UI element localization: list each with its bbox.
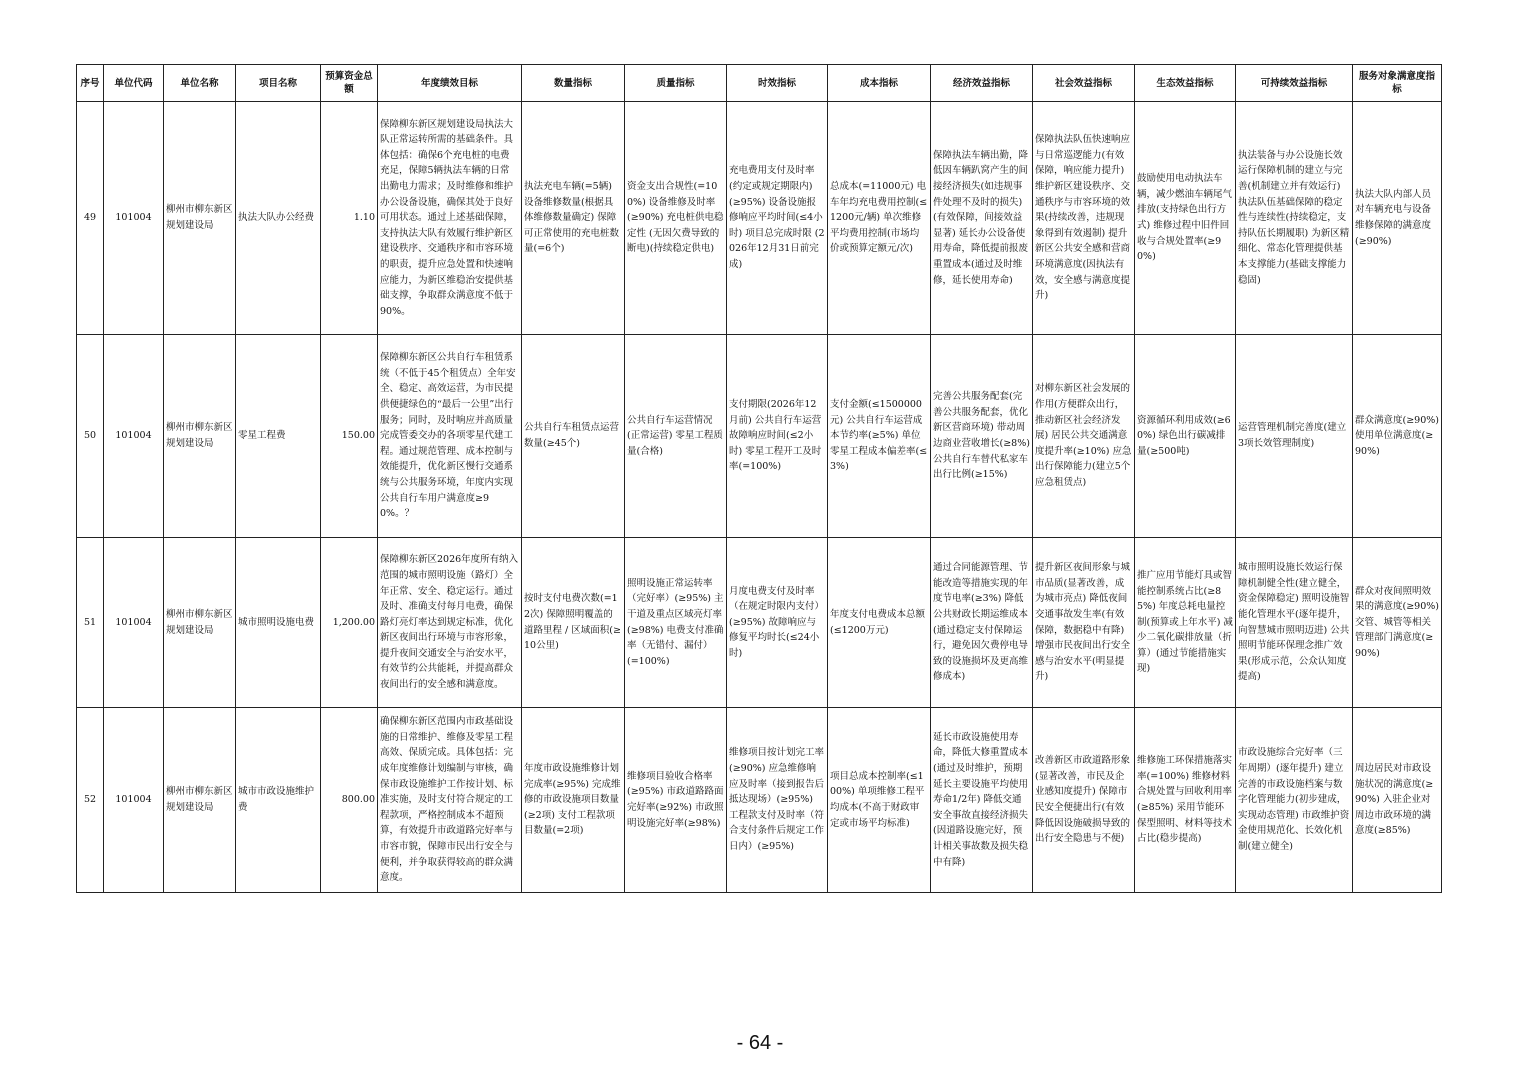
row-quantity: 公共自行车租赁点运营数量(≥45个) [522,335,625,538]
row-satisfaction: 执法大队内部人员对车辆充电与设备维修保障的满意度(≥90%) [1353,102,1442,335]
row-budget: 150.00 [321,335,378,538]
row-unit-name: 柳州市柳东新区规划建设局 [164,538,236,708]
row-sustainable: 市政设施综合完好率（三年周期）(逐年提升) 建立完善的市政设施档案与数字化管理能力(初步建成，实现动态管理) 市政维护资金使用规范化、长效化机制(建立健全) [1236,708,1353,893]
table-header-row [77,65,1442,102]
row-quantity: 年度市政设施维修计划完成率(≥95%) 完成维修的市政设施项目数量(≥2项) 支付工程款项目数量(=2项) [522,708,625,893]
row-unit-code: 101004 [104,335,164,538]
row-cost: 总成本(=11000元) 电车年均充电费用控制(≤1200元/辆) 单次维修平均费用控制(市场均价或预算定额元/次) [828,102,931,335]
row-economic: 通过合同能源管理、节能改造等措施实现的年度节电率(≥3%) 降低公共财政长期运维成本(通过稳定支付保障运行，避免因欠费停电导致的设施损坏及更高维修成本) [931,538,1033,708]
row-unit-name: 柳州市柳东新区规划建设局 [164,335,236,538]
row-annual-goal: 保障柳东新区2026年度所有纳入范围的城市照明设施（路灯）全年正常、安全、稳定运行。通过及时、准确支付每月电费，确保路灯亮灯率达到规定标准，优化新区夜间出行环境与市容形象，提升夜间交通安全与治安水平，有效节约公共能耗，并提高群众夜间出行的安全感和满意度。 [378,538,522,708]
header-cost: 成本指标 [828,65,931,102]
row-annual-goal: 确保柳东新区范围内市政基础设施的日常维护、维修及零星工程高效、保质完成。具体包括：完成年度维修计划编制与审核，确保市政设施维护工作按计划、标准实施，及时支付符合规定的工程款项，严格控制成本不超预算，有效提升市政道路完好率与市容市貌，保障市民出行安全与便利，并争取获得较高的群众满意度。 [378,708,522,893]
row-timeliness: 支付期限(2026年12月前) 公共自行车运营故障响应时间(≤2小时) 零星工程开工及时率(=100%) [727,335,828,538]
row-social: 保障执法队伍快速响应与日常巡逻能力(有效保障，响应能力提升) 维护新区建设秩序、交通秩序与市容环境的效果(持续改善，违规现象得到有效遏制) 提升新区公共安全感和营商环境满意度(因执法有效，安全感与满意度提升) [1033,102,1135,335]
row-index: 52 [77,708,104,893]
row-economic: 完善公共服务配套(完善公共服务配套，优化新区营商环境) 带动周边商业营收增长(≥8%) 公共自行车替代私家车出行比例(≥15%) [931,335,1033,538]
header-unit-name: 单位名称 [164,65,236,102]
row-index: 49 [77,102,104,335]
row-index: 51 [77,538,104,708]
row-timeliness: 充电费用支付及时率 (约定或规定期限内) (≥95%) 设备设施报修响应平均时间(≤4小时) 项目总完成时限 (2026年12月31日前完成) [727,102,828,335]
row-unit-name: 柳州市柳东新区规划建设局 [164,708,236,893]
row-ecological: 维修施工环保措施落实率(=100%) 维修材料合规处置与回收利用率(≥85%) 采用节能环保型照明、材料等技术占比(稳步提高) [1135,708,1236,893]
row-sustainable: 执法装备与办公设施长效运行保障机制的建立与完善(机制建立并有效运行) 执法队伍基础保障的稳定性与连续性(持续稳定，支持队伍长期履职) 为新区精细化、常态化管理提供基本支撑能力(基础支撑能力稳固) [1236,102,1353,335]
row-unit-code: 101004 [104,538,164,708]
header-ecological: 生态效益指标 [1135,65,1236,102]
row-index: 50 [77,335,104,538]
header-project-name: 项目名称 [236,65,321,102]
row-satisfaction: 周边居民对市政设施状况的满意度(≥90%) 入驻企业对周边市政环境的满意度(≥85%) [1353,708,1442,893]
row-quality: 照明设施正常运转率（完好率）(≥95%) 主干道及重点区域亮灯率(≥98%) 电费支付准确率（无错付、漏付）(=100%) [625,538,727,708]
row-cost: 年度支付电费成本总额(≤1200万元) [828,538,931,708]
row-budget: 1.10 [321,102,378,335]
row-project-name: 零星工程费 [236,335,321,538]
row-quantity: 按时支付电费次数(=12次) 保障照明覆盖的道路里程 / 区域面积(≥10公里) [522,538,625,708]
header-quantity: 数量指标 [522,65,625,102]
row-quality: 公共自行车运营情况(正常运营) 零星工程质量(合格) [625,335,727,538]
row-ecological: 资源循环利用成效(≥60%) 绿色出行碳减排量(≥500吨) [1135,335,1236,538]
row-unit-name: 柳州市柳东新区规划建设局 [164,102,236,335]
row-project-name: 城市照明设施电费 [236,538,321,708]
header-timeliness: 时效指标 [727,65,828,102]
row-budget: 800.00 [321,708,378,893]
header-sustainable: 可持续效益指标 [1236,65,1353,102]
table-row [77,335,1442,538]
table-row [77,708,1442,893]
row-timeliness: 月度电费支付及时率（在规定时限内支付）(≥95%) 故障响应与修复平均时长(≤24小时) [727,538,828,708]
row-unit-code: 101004 [104,708,164,893]
row-unit-code: 101004 [104,102,164,335]
header-quality: 质量指标 [625,65,727,102]
table-row [77,538,1442,708]
header-index: 序号 [77,65,104,102]
row-sustainable: 城市照明设施长效运行保障机制健全性(建立健全，资金保障稳定) 照明设施智能化管理水平(逐年提升，向智慧城市照明迈进) 公共照明节能环保理念推广效果(形成示范，公众认知度提高) [1236,538,1353,708]
performance-table [76,64,1442,893]
header-annual-goal: 年度绩效目标 [378,65,522,102]
header-unit-code: 单位代码 [104,65,164,102]
row-social: 改善新区市政道路形象(显著改善，市民及企业感知度提升) 保障市民安全便捷出行(有效降低因设施破损导致的出行安全隐患与不便) [1033,708,1135,893]
header-budget: 预算资金总额 [321,65,378,102]
header-satisfaction: 服务对象满意度指标 [1353,65,1442,102]
row-quantity: 执法充电车辆(=5辆) 设备维修数量(根据具体维修数量确定) 保障可正常使用的充电桩数量(=6个) [522,102,625,335]
header-economic: 经济效益指标 [931,65,1033,102]
row-economic: 延长市政设施使用寿命，降低大修重置成本(通过及时维护，预期延长主要设施平均使用寿命1/2年) 降低交通安全事故直接经济损失(因道路设施完好，预计相关事故数及损失稳中有降) [931,708,1033,893]
row-satisfaction: 群众对夜间照明效果的满意度(≥90%) 交管、城管等相关管理部门满意度(≥90%) [1353,538,1442,708]
row-project-name: 城市市政设施维护费 [236,708,321,893]
table-row [77,102,1442,335]
page-number: - 64 - [736,1032,784,1054]
row-satisfaction: 群众满意度(≥90%) 使用单位满意度(≥90%) [1353,335,1442,538]
row-cost: 项目总成本控制率(≤100%) 单项维修工程平均成本(不高于财政审定或市场平均标准) [828,708,931,893]
row-annual-goal: 保障柳东新区公共自行车租赁系统（不低于45个租赁点）全年安全、稳定、高效运营，为市民提供便捷绿色的“最后一公里”出行服务；同时，及时响应并高质量完成管委交办的各项零星代建工程。通过规范管理、成本控制与效能提升，优化新区慢行交通系统与公共服务环境，年度内实现公共自行车用户满意度≥90%。？ [378,335,522,538]
row-sustainable: 运营管理机制完善度(建立3项长效管理制度) [1236,335,1353,538]
row-ecological: 鼓励使用电动执法车辆，减少燃油车辆尾气排放(支持绿色出行方式) 维修过程中旧件回收与合规处置率(≥90%) [1135,102,1236,335]
row-quality: 资金支出合规性(=100%) 设备维修及时率(≥90%) 充电桩供电稳定性 (无因欠费导致的断电)(持续稳定供电) [625,102,727,335]
row-annual-goal: 保障柳东新区规划建设局执法大队正常运转所需的基础条件。具体包括：确保6个充电桩的电费充足，保障5辆执法车辆的日常出勤电力需求；及时维修和维护办公设备设施，确保其处于良好可用状态。通过上述基础保障，支持执法大队有效履行维护新区建设秩序、交通秩序和市容环境的职责，提升应急处置和快速响应能力，为新区维稳治安提供基础支撑，争取群众满意度不低于90%。 [378,102,522,335]
row-social: 提升新区夜间形象与城市品质(显著改善，成为城市亮点) 降低夜间交通事故发生率(有效保障，数据稳中有降) 增强市民夜间出行安全感与治安水平(明显提升) [1033,538,1135,708]
row-cost: 支付金额(≤1500000元) 公共自行车运营成本节约率(≥5%) 单位零星工程成本偏差率(≤3%) [828,335,931,538]
header-social: 社会效益指标 [1033,65,1135,102]
row-quality: 维修项目验收合格率(≥95%) 市政道路路面完好率(≥92%) 市政照明设施完好率(≥98%) [625,708,727,893]
row-social: 对柳东新区社会发展的作用(方便群众出行，推动新区社会经济发展) 居民公共交通满意度提升率(≥10%) 应急出行保障能力(建立5个应急租赁点) [1033,335,1135,538]
row-project-name: 执法大队办公经费 [236,102,321,335]
row-timeliness: 维修项目按计划完工率(≥90%) 应急维修响应及时率（接到报告后抵达现场）(≥95%) 工程款支付及时率（符合支付条件后规定工作日内）(≥95%) [727,708,828,893]
row-ecological: 推广应用节能灯具或智能控制系统占比(≥85%) 年度总耗电量控制(预算或上年水平) 减少二氧化碳排放量（折算）(通过节能措施实现) [1135,538,1236,708]
row-economic: 保障执法车辆出勤，降低因车辆趴窝产生的间接经济损失(如违规事件处理不及时的损失) (有效保障，间接效益显著) 延长办公设备使用寿命，降低提前报废重置成本(通过及时维修，延长使用寿命) [931,102,1033,335]
row-budget: 1,200.00 [321,538,378,708]
